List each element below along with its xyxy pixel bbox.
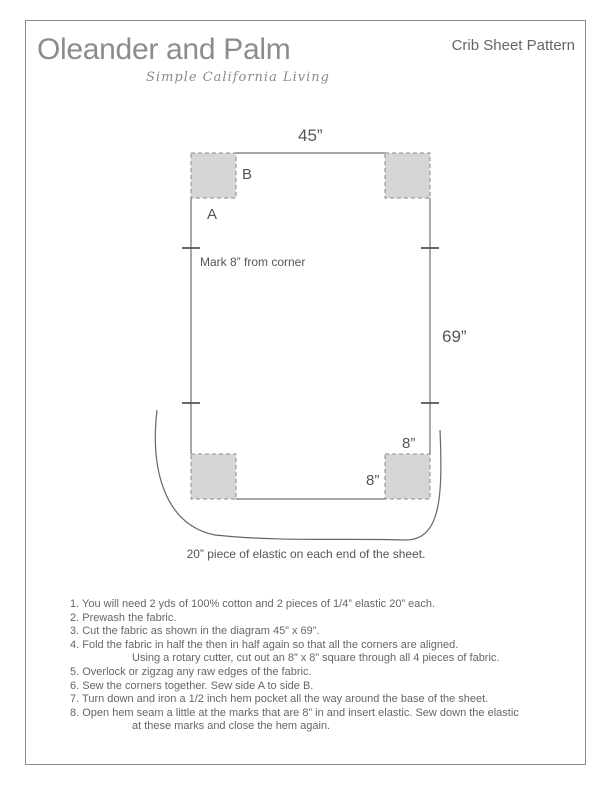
corner-square-top-left — [191, 153, 236, 198]
brand-tagline: Simple California Living — [146, 70, 330, 85]
instruction-step — [70, 680, 590, 694]
width-dimension: 45” — [298, 126, 323, 145]
step-text: 1. You will need 2 yds of 100% cotton and 2 pieces of 1/4” elastic 20” each. — [70, 598, 436, 610]
instruction-step — [70, 598, 590, 612]
document-title: Crib Sheet Pattern — [451, 37, 575, 54]
step-text: 8. Open hem seam a little at the marks that are 8” in and insert elastic. Sew down the elastic — [70, 706, 519, 719]
instruction-list — [70, 598, 590, 734]
instruction-step — [70, 625, 590, 639]
instruction-step — [70, 612, 590, 626]
brand-name: Oleander and Palm — [37, 33, 291, 66]
step-text: 3. Cut the fabric as shown in the diagram 45” x 69”. — [70, 625, 320, 638]
corner-height-label: 8” — [402, 435, 416, 452]
step-continuation: at these marks and close the hem again. — [132, 720, 331, 733]
elastic-caption: 20” piece of elastic on each end of the sheet. — [186, 547, 426, 561]
step-continuation: Using a rotary cutter, cut out an 8” x 8” square through all 4 pieces of fabric. — [132, 652, 500, 665]
instruction-step — [70, 707, 590, 734]
step-text: 7. Turn down and iron a 1/2 inch hem pocket all the way around the base of the sheet. — [70, 693, 489, 706]
side-b-label: B — [242, 166, 253, 183]
corner-square-bottom-left — [191, 454, 236, 499]
instruction-step — [70, 639, 590, 666]
step-text: 2. Prewash the fabric. — [70, 611, 177, 624]
step-text: 6. Sew the corners together. Sew side A to side B. — [70, 679, 314, 692]
elastic-marks — [182, 248, 439, 403]
corner-width-label: 8” — [366, 472, 380, 489]
corner-square-bottom-right — [385, 454, 430, 499]
mark-note: Mark 8” from corner — [200, 255, 306, 269]
corner-square-top-right — [385, 153, 430, 198]
fabric-outline — [191, 153, 430, 499]
instruction-step — [70, 693, 590, 707]
length-dimension: 69” — [442, 327, 467, 346]
instruction-step — [70, 666, 590, 680]
step-text: 4. Fold the fabric in half the then in half again so that all the corners are aligned. — [70, 638, 459, 651]
side-a-label: A — [207, 206, 218, 223]
step-text: 5. Overlock or zigzag any raw edges of the fabric. — [70, 665, 312, 678]
